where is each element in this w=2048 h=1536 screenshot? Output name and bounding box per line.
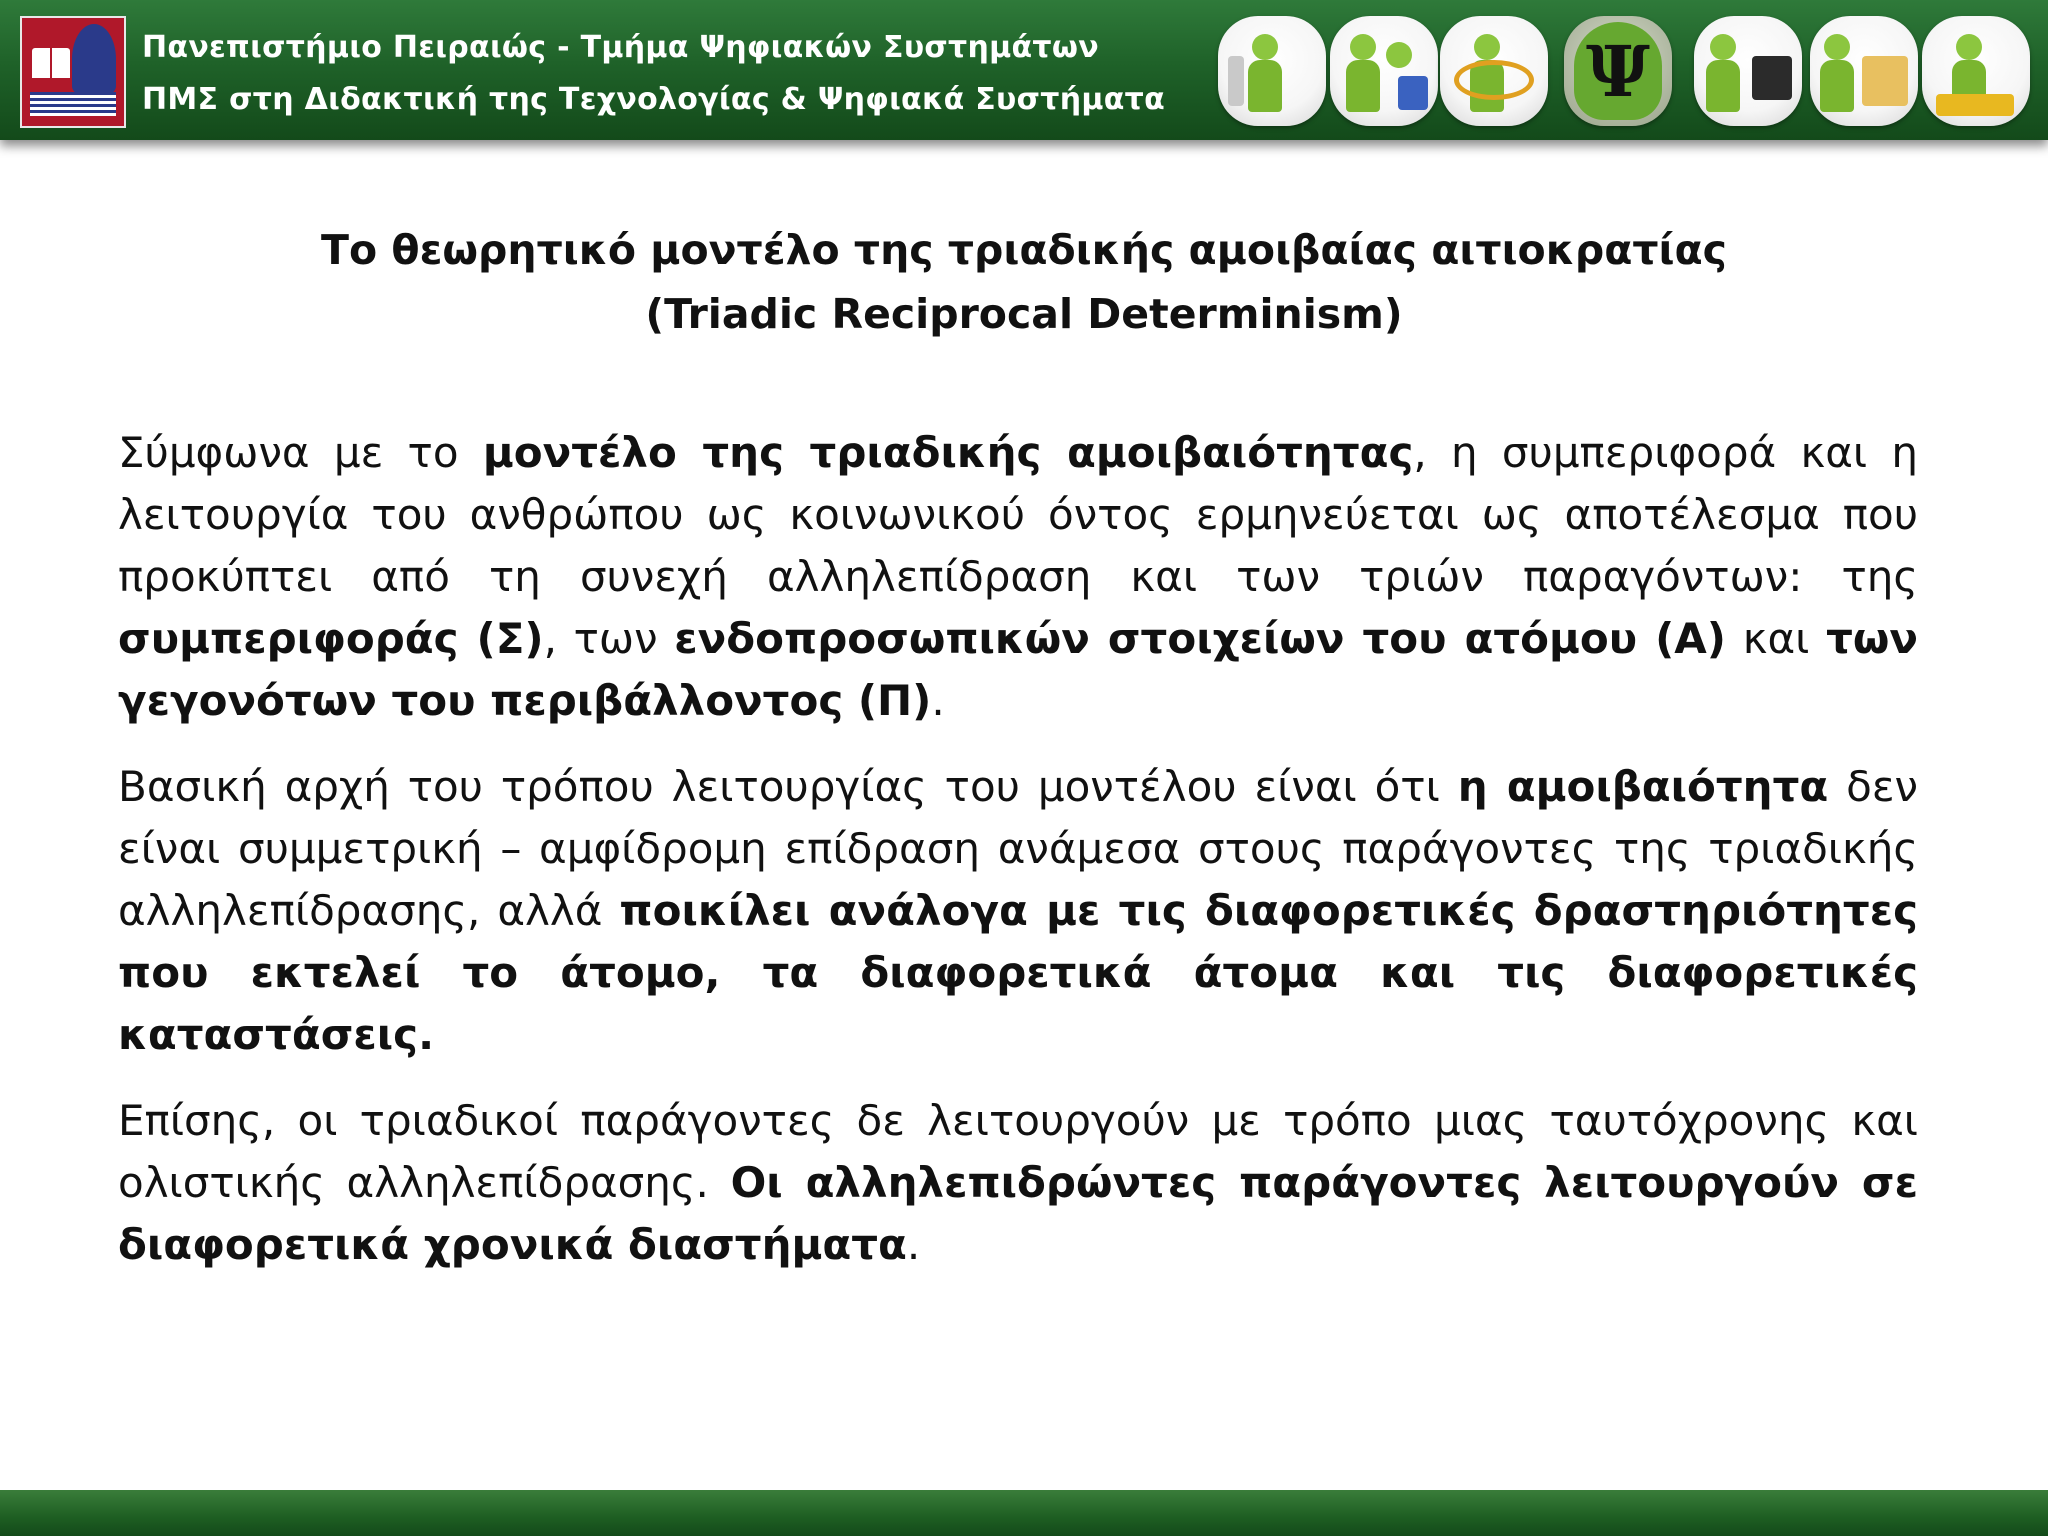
reading-group-icon [1330,16,1438,126]
title-line-1: Το θεωρητικό μοντέλο της τριαδικής αμοιβαίας αιτιοκρατίας [321,226,1727,274]
paragraph-3: Επίσης, οι τριαδικοί παράγοντες δε λειτουργούν με τρόπο μιας ταυτόχρονης και ολιστικής αλληλεπίδρασης. Οι αλληλεπιδρώντες παράγοντες λειτουργούν σε διαφορετικά χρονικά διαστήματα. [118,1096,1918,1269]
university-name: Πανεπιστήμιο Πειραιώς - Τμήμα Ψηφιακών Συστημάτων [142,30,1099,65]
university-logo [20,16,126,128]
book-icon [32,48,70,78]
paragraph-1: Σύμφωνα με το μοντέλο της τριαδικής αμοιβαιότητας, η συμπεριφορά και η λειτουργία του ανθρώπου ως κοινωνικού όντος ερμηνεύεται ως αποτέλεσμα που προκύπτει από τη συνεχή αλληλεπίδραση και των τριών παραγόντων: της συμπεριφοράς (Σ), των ενδοπροσωπικών στοιχείων του ατόμου (Α) και των γεγονότων του περιβάλλοντος (Π). [118,428,1918,725]
slide-title [0,218,2048,346]
waves-icon [30,92,116,116]
puzzle-icon [1922,16,2030,126]
footer-bar [0,1490,2048,1536]
header-icon-strip [1218,16,2034,128]
paragraph-2: Βασική αρχή του τρόπου λειτουργίας του μοντέλου είναι ότι η αμοιβαιότητα δεν είναι συμμετρική – αμφίδρομη επίδραση ανάμεσα στους παράγοντες της τριαδικής αλληλεπίδρασης, αλλά ποικίλει ανάλογα με τις διαφορετικές δραστηριότητες που εκτελεί το άτομο, τα διαφορετικά άτομα και τις διαφορετικές καταστάσεις. [118,762,1919,1059]
presenter-icon [1218,16,1326,126]
title-line-2: (Triadic Reciprocal Determinism) [645,290,1403,338]
header-bar [0,0,2048,140]
psi-head-icon: Ψ [1564,16,1672,126]
folder-icon [1810,16,1918,126]
laptop-icon [1694,16,1802,126]
atom-icon [1440,16,1548,126]
program-name: ΠΜΣ στη Διδακτική της Τεχνολογίας & Ψηφιακά Συστήματα [142,82,1165,117]
figure-icon [72,24,116,94]
